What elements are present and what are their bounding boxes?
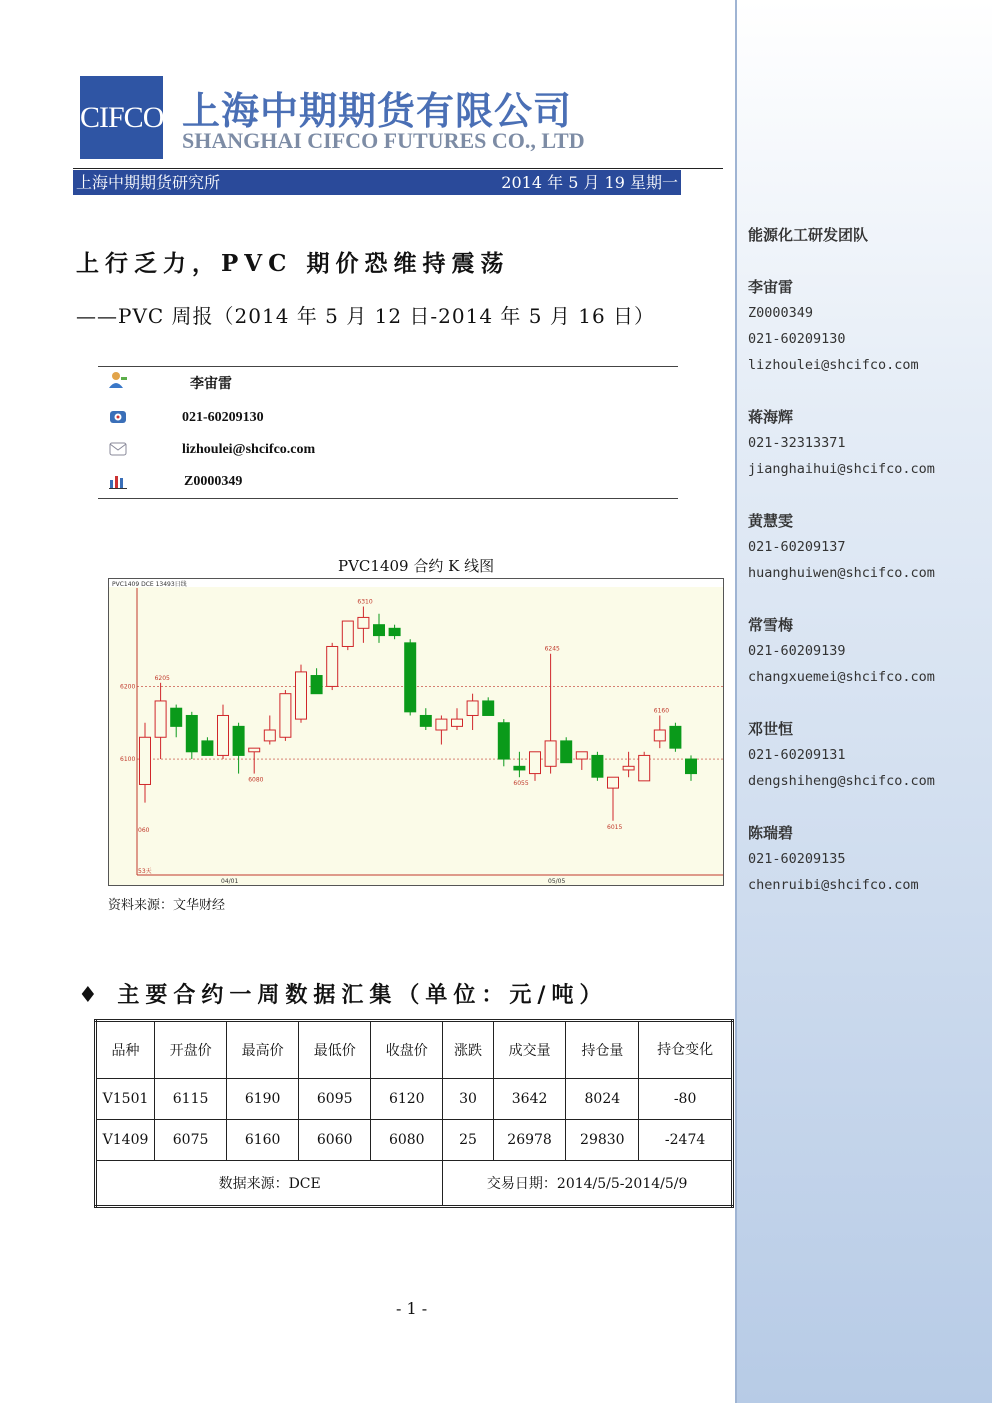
table-header-cell: 最高价 xyxy=(227,1021,299,1079)
company-logo: CIFCO xyxy=(80,76,163,159)
candle-body xyxy=(670,726,681,748)
price-annotation: 6160 xyxy=(653,707,670,715)
sidebar-panel xyxy=(735,0,992,1403)
candle-body xyxy=(467,701,478,716)
table-footer-source: 数据来源：DCE xyxy=(96,1161,443,1207)
candle-body xyxy=(592,755,603,777)
contact-name: 黄慧雯 xyxy=(748,512,794,530)
table-cell: V1409 xyxy=(96,1120,155,1161)
sidebar-contact xyxy=(748,274,919,378)
candle-body xyxy=(561,741,572,763)
price-annotation: 6205 xyxy=(154,674,170,682)
table-cell: 26978 xyxy=(493,1120,566,1161)
table-header-cell: 涨跌 xyxy=(443,1021,493,1079)
contact-email[interactable]: dengshiheng@shcifco.com xyxy=(748,773,935,789)
table-cell: 25 xyxy=(443,1120,493,1161)
candle-body xyxy=(514,766,525,770)
contact-email[interactable]: chenruibi@shcifco.com xyxy=(748,877,919,893)
candle-body xyxy=(280,694,291,738)
candle-body xyxy=(608,777,619,788)
data-table xyxy=(94,1019,734,1208)
candle-body xyxy=(576,752,587,759)
candle-body xyxy=(327,646,338,686)
sidebar-team-title: 能源化工研发团队 xyxy=(748,226,869,244)
candle-body xyxy=(498,723,509,759)
table-header-cell: 持仓量 xyxy=(566,1021,639,1079)
phone-icon xyxy=(108,408,128,426)
table-header-cell: 持仓变化 xyxy=(639,1021,733,1079)
table-cell: 6115 xyxy=(155,1079,227,1120)
sidebar-contact xyxy=(748,404,935,482)
price-annotation: 6310 xyxy=(357,598,373,606)
diamond-bullet-icon: ♦ xyxy=(78,982,104,1008)
table-header-cell: 收盘价 xyxy=(371,1021,443,1079)
table-footer-date: 交易日期：2014/5/5-2014/5/9 xyxy=(443,1161,733,1207)
table-header-row xyxy=(96,1021,733,1079)
table-header-cell: 成交量 xyxy=(493,1021,566,1079)
divider xyxy=(98,498,678,499)
company-name-cn: 上海中期期货有限公司 xyxy=(182,89,573,133)
chart-source: 资料来源：文华财经 xyxy=(108,898,226,913)
candle-body xyxy=(420,715,431,726)
contact-email[interactable]: huanghuiwen@shcifco.com xyxy=(748,565,935,581)
candle-body xyxy=(483,701,494,716)
x-date-label: 05/05 xyxy=(548,878,566,885)
mail-icon xyxy=(108,440,128,458)
candle-body xyxy=(452,719,463,726)
candle-body xyxy=(171,708,182,726)
chart-title: PVC1409 合约 K 线图 xyxy=(338,557,495,575)
candle-body xyxy=(374,625,385,636)
institute-name: 上海中期期货研究所 xyxy=(76,173,221,192)
table-cell: V1501 xyxy=(96,1079,155,1120)
person-icon xyxy=(108,371,128,389)
table-cell: 6160 xyxy=(227,1120,299,1161)
table-row xyxy=(96,1079,733,1120)
candle-body xyxy=(186,715,197,751)
candle-body xyxy=(264,730,275,741)
contact-phone: 021-60209139 xyxy=(748,643,846,659)
table-header-cell: 最低价 xyxy=(299,1021,371,1079)
contact-name: 邓世恒 xyxy=(748,720,794,738)
candle-body xyxy=(296,672,307,719)
chart-icon xyxy=(108,472,128,490)
contact-phone: 021-60209135 xyxy=(748,851,846,867)
sidebar-contact xyxy=(748,508,935,586)
candle-body xyxy=(545,741,556,766)
candle-body xyxy=(218,715,229,755)
candle-body xyxy=(249,748,260,752)
company-name-en: SHANGHAI CIFCO FUTURES CO., LTD xyxy=(182,128,585,153)
divider xyxy=(98,366,678,367)
candle-body xyxy=(639,755,650,780)
contact-phone: 021-32313371 xyxy=(748,435,846,451)
candle-body xyxy=(140,737,151,784)
x-date-label: 04/01 xyxy=(221,878,239,885)
report-subtitle: ——PVC 周报（2014 年 5 月 12 日-2014 年 5 月 16 日） xyxy=(76,304,656,328)
table-cell: 6060 xyxy=(299,1120,371,1161)
contact-email[interactable]: jianghaihui@shcifco.com xyxy=(748,461,935,477)
contact-email[interactable]: lizhoulei@shcifco.com xyxy=(748,357,919,373)
section-title xyxy=(78,978,607,1009)
table-cell: 6190 xyxy=(227,1079,299,1120)
chart-legend: PVC1409 DCE 13493日线 xyxy=(112,581,187,588)
y-tick-label: 6200 xyxy=(120,683,136,691)
table-cell: 6075 xyxy=(155,1120,227,1161)
candle-body xyxy=(623,766,634,770)
table-cell: -2474 xyxy=(639,1120,733,1161)
contact-name: 李宙雷 xyxy=(748,278,794,296)
candle-body xyxy=(686,759,697,774)
table-cell: 6120 xyxy=(371,1079,443,1120)
section-title-text: 主要合约一周数据汇集（单位：元/吨） xyxy=(117,982,608,1008)
author-name: 李宙雷 xyxy=(190,377,232,392)
report-title: 上行乏力，PVC 期价恐维持震荡 xyxy=(76,250,510,277)
y-tick-label: 6100 xyxy=(120,756,136,764)
candle-body xyxy=(358,617,369,628)
sidebar-contact xyxy=(748,612,935,690)
contact-id: Z0000349 xyxy=(748,305,814,321)
author-email[interactable]: lizhoulei@shcifco.com xyxy=(182,442,316,457)
author-license: Z0000349 xyxy=(184,474,243,489)
candle-body xyxy=(436,719,447,730)
contact-phone: 021-60209131 xyxy=(748,747,846,763)
table-header-cell: 品种 xyxy=(96,1021,155,1079)
table-cell: 6095 xyxy=(299,1079,371,1120)
candle-body xyxy=(389,628,400,635)
candle-body xyxy=(202,741,213,756)
sidebar-contact xyxy=(748,820,919,898)
table-footer-row xyxy=(96,1161,733,1207)
candle-body xyxy=(654,730,665,741)
contact-name: 常雪梅 xyxy=(748,616,794,634)
contact-name: 蒋海辉 xyxy=(748,408,794,426)
contact-phone: 021-60209137 xyxy=(748,539,846,555)
candle-body xyxy=(155,701,166,737)
candle-body xyxy=(405,643,416,712)
candle-body xyxy=(342,621,353,646)
price-annotation: 6080 xyxy=(248,776,264,784)
header-bar xyxy=(73,170,681,195)
candle-body xyxy=(311,676,322,694)
price-annotation: 6055 xyxy=(513,780,529,788)
table-cell: 29830 xyxy=(566,1120,639,1161)
price-annotation: 6015 xyxy=(607,823,623,831)
kline-chart xyxy=(108,578,724,886)
table-cell: 8024 xyxy=(566,1079,639,1120)
table-cell: -80 xyxy=(639,1079,733,1120)
header-rule xyxy=(73,168,723,169)
candle-body xyxy=(233,726,244,755)
table-header-cell: 开盘价 xyxy=(155,1021,227,1079)
price-annotation: 53天 xyxy=(138,868,152,875)
price-annotation: 6245 xyxy=(544,645,560,653)
table-cell: 3642 xyxy=(493,1079,566,1120)
page-number: - 1 - xyxy=(396,1299,428,1318)
contact-email[interactable]: changxuemei@shcifco.com xyxy=(748,669,935,685)
table-row xyxy=(96,1120,733,1161)
price-annotation: 060 xyxy=(138,827,150,834)
sidebar-contact xyxy=(748,716,935,794)
report-date: 2014 年 5 月 19 星期一 xyxy=(501,173,678,192)
author-phone: 021-60209130 xyxy=(182,410,264,425)
table-cell: 6080 xyxy=(371,1120,443,1161)
table-cell: 30 xyxy=(443,1079,493,1120)
contact-phone: 021-60209130 xyxy=(748,331,846,347)
candle-body xyxy=(530,752,541,774)
contact-name: 陈瑞碧 xyxy=(748,824,794,842)
